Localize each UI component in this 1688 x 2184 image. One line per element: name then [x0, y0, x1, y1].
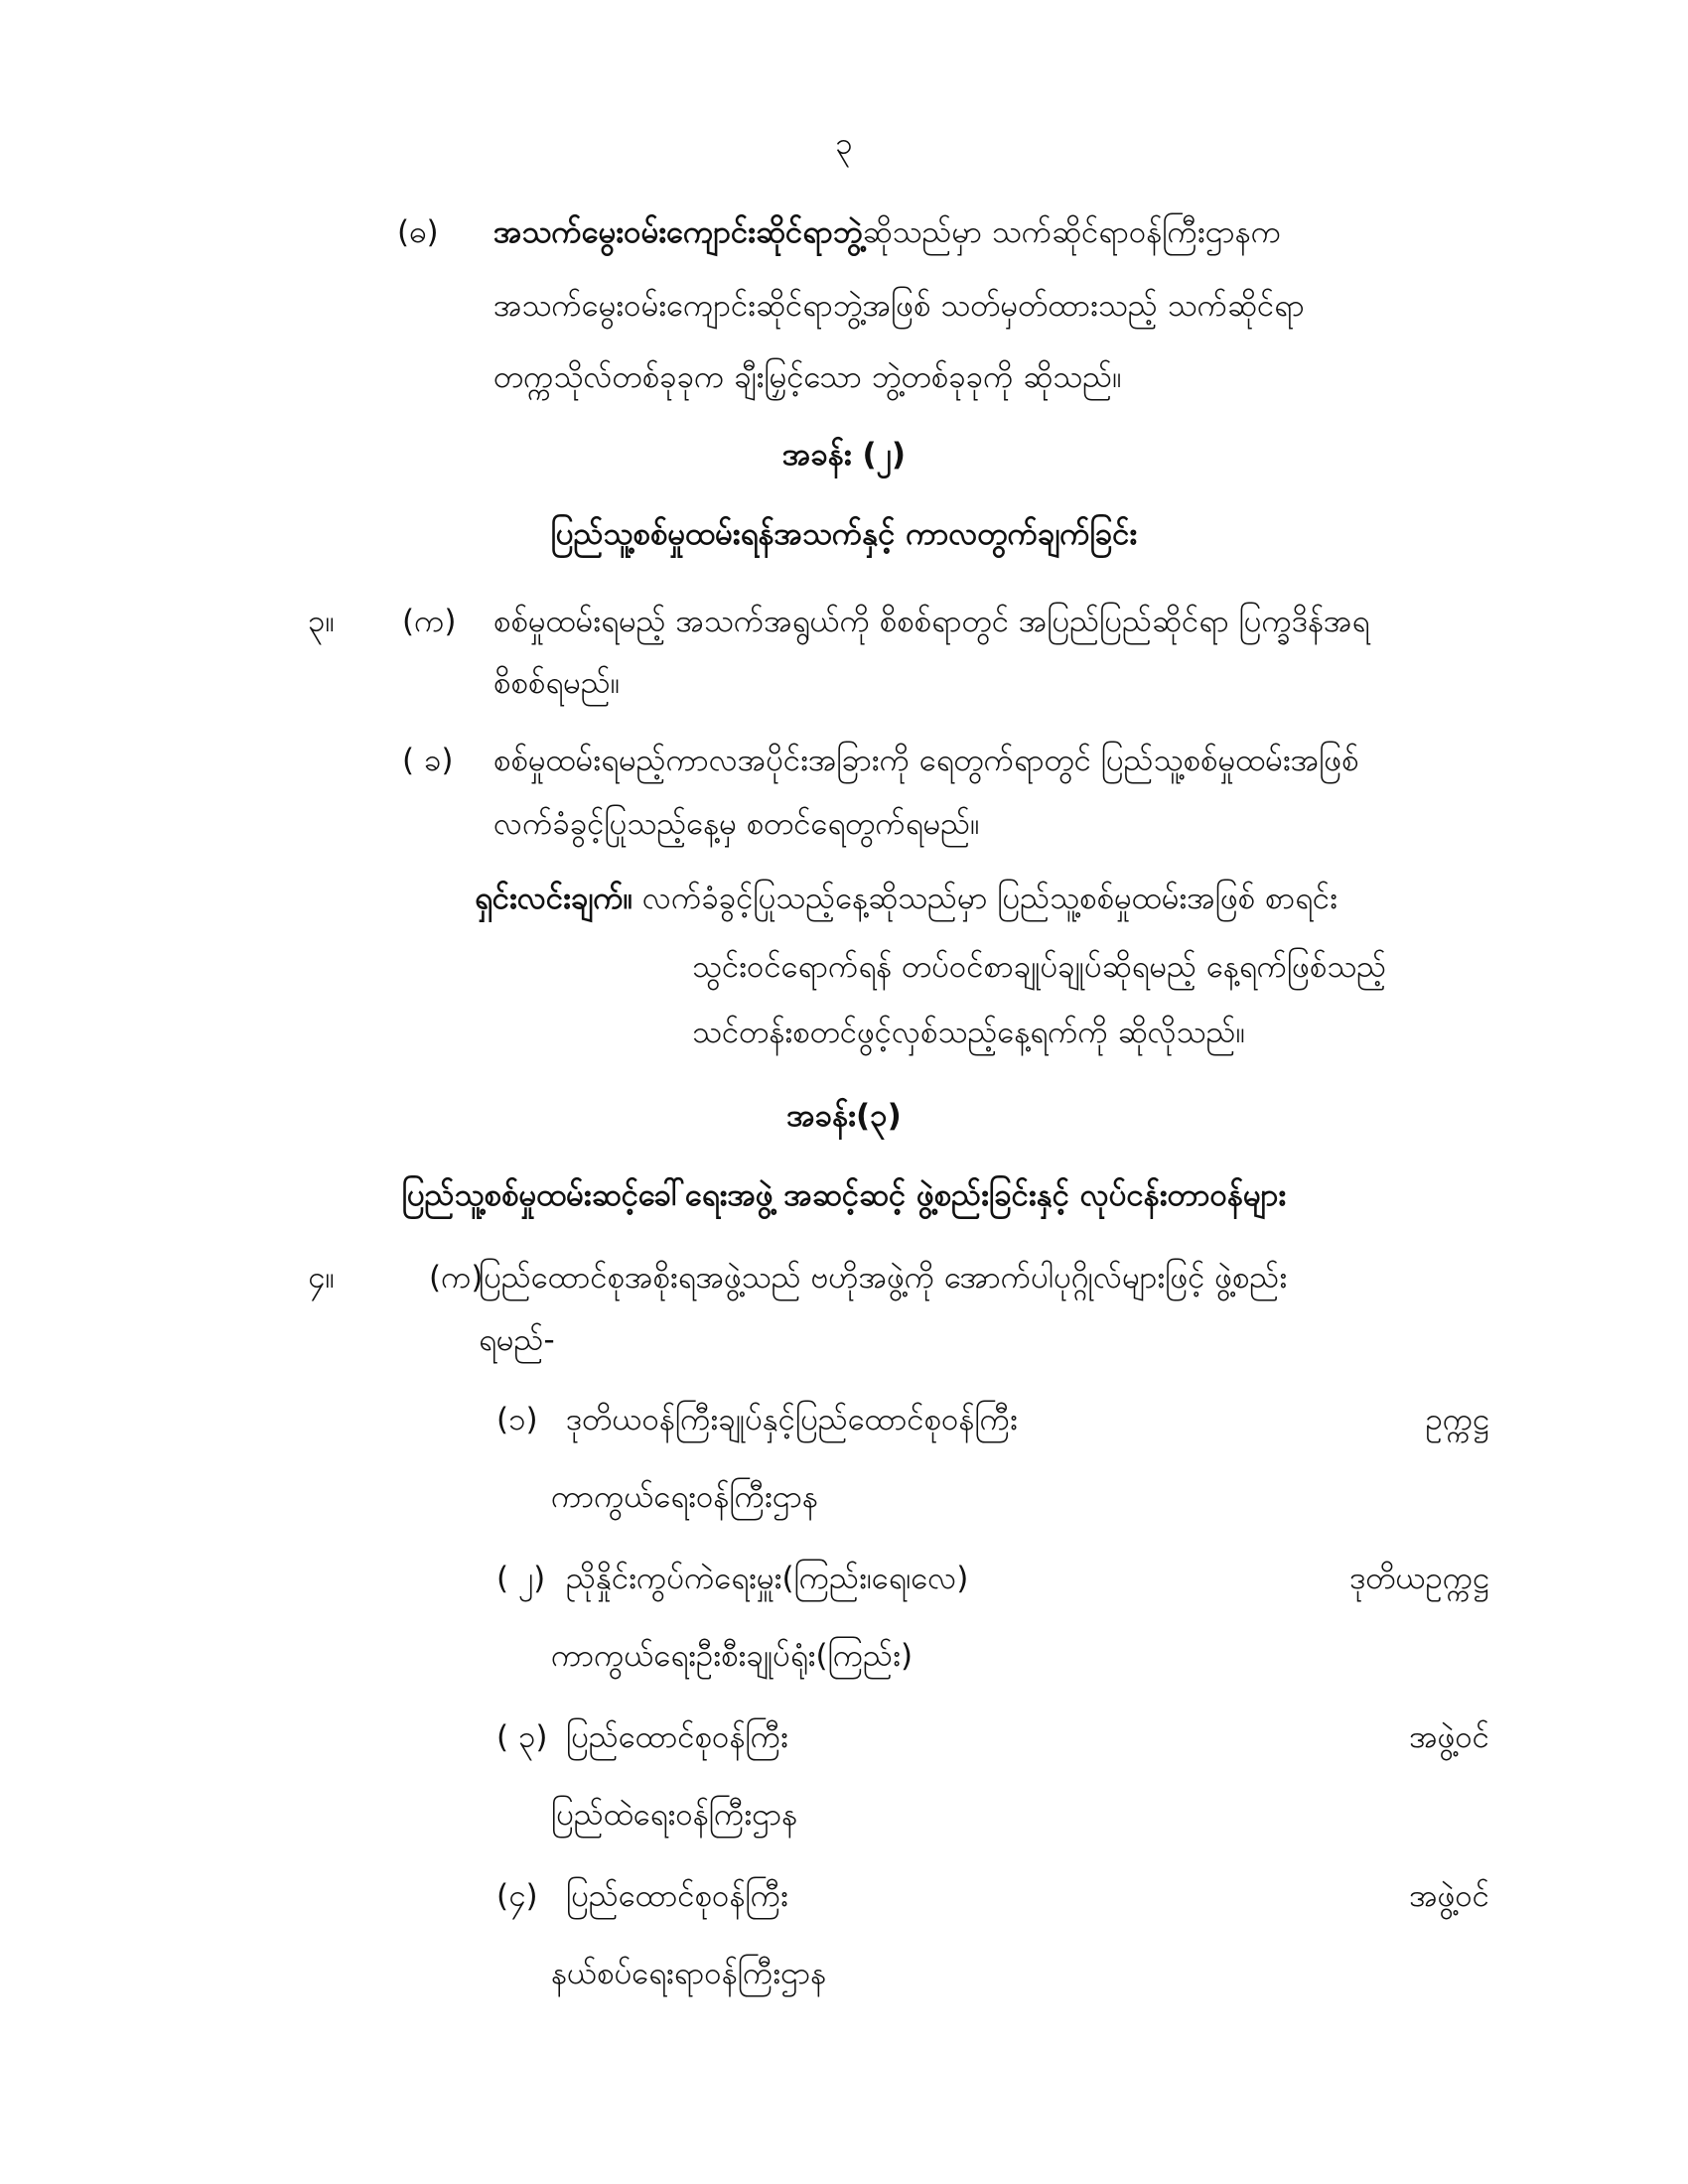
section-3-b-marker: ( ခ): [402, 743, 454, 778]
explanation-line-1: [475, 879, 1337, 918]
definition-line-2: အသက်မွေးဝမ်းကျောင်းဆိုင်ရာဘွဲ့အဖြစ် သတ်မှတ်ထားသည့် သက်ဆိုင်ရာ: [493, 288, 1305, 324]
page-number: ၃: [835, 126, 853, 162]
section-4-a-marker: (က): [429, 1260, 484, 1296]
member-department: ကာကွယ်ရေးဦးစီးချုပ်ရုံး(ကြည်း): [551, 1638, 914, 1674]
section-4-a-line-1: ပြည်ထောင်စုအစိုးရအဖွဲ့သည် ဗဟိုအဖွဲ့ကို အောက်ပါပုဂ္ဂိုလ်များဖြင့် ဖွဲ့စည်း: [479, 1260, 1288, 1296]
member-marker: (၁): [496, 1402, 538, 1437]
definition-line-1-rest: ဆိုသည်မှာ သက်ဆိုင်ရာဝန်ကြီးဌာနက: [862, 214, 1282, 250]
member-role: အဖွဲ့ဝင်: [1409, 1878, 1489, 1914]
explanation-text-1: လက်ခံခွင့်ပြုသည့်နေ့ဆိုသည်မှာ ပြည်သူ့စစ်မှုထမ်းအဖြစ် စာရင်း: [641, 881, 1337, 916]
section-3-number: ၃။: [308, 604, 335, 639]
member-department: နယ်စပ်ရေးရာဝန်ကြီးဌာန: [551, 1956, 827, 1991]
member-title: ဒုတိယဝန်ကြီးချုပ်နှင့်ပြည်ထောင်စုဝန်ကြီး: [566, 1402, 1018, 1437]
definition-marker: (ဓ): [397, 214, 439, 250]
member-department: ပြည်ထဲရေးဝန်ကြီးဌာန: [551, 1797, 798, 1833]
explanation-label: ရှင်းလင်းချက်။: [475, 881, 633, 916]
section-4-a-line-2: ရမည်-: [479, 1322, 555, 1358]
section-3-a-line-2: စိစစ်ရမည်။: [493, 665, 621, 701]
member-title: ပြည်ထောင်စုဝန်ကြီး: [566, 1878, 788, 1914]
member-role: ဥက္ကဋ္ဌ: [1425, 1402, 1489, 1437]
member-marker: ( ၂): [496, 1561, 546, 1596]
section-3-a-marker: (က): [402, 604, 457, 639]
member-title: ပြည်ထောင်စုဝန်ကြီး: [566, 1719, 788, 1755]
member-title: ညိုနှိုင်းကွပ်ကဲရေးမှူး(ကြည်း၊ရေ၊လေ): [566, 1561, 969, 1596]
chapter-3-title: ပြည်သူ့စစ်မှုထမ်းဆင့်ခေါ်ရေးအဖွဲ့ အဆင့်ဆင့် ဖွဲ့စည်းခြင်းနှင့် လုပ်ငန်းတာဝန်များ: [401, 1177, 1287, 1213]
member-marker: ( ၃): [496, 1719, 548, 1755]
section-4-number: ၄။: [308, 1260, 335, 1296]
section-3-b-line-2: လက်ခံခွင့်ပြုသည့်နေ့မှ စတင်ရေတွက်ရမည်။: [493, 806, 980, 842]
definition-line-1: [493, 212, 1281, 252]
chapter-2-title: ပြည်သူ့စစ်မှုထမ်းရန်အသက်နှင့် ကာလတွက်ချက်ခြင်း: [550, 516, 1138, 552]
member-role: ဒုတိယဥက္ကဋ္ဌ: [1349, 1561, 1489, 1596]
member-role: အဖွဲ့ဝင်: [1409, 1719, 1489, 1755]
section-3-a-line-1: စစ်မှုထမ်းရမည့် အသက်အရွယ်ကို စိစစ်ရာတွင် အပြည်ပြည်ဆိုင်ရာ ပြက္ခဒိန်အရ: [493, 604, 1370, 639]
member-department: ကာကွယ်ရေးဝန်ကြီးဌာန: [551, 1479, 818, 1515]
member-marker: (၄): [496, 1878, 538, 1914]
section-3-b-line-1: စစ်မှုထမ်းရမည့်ကာလအပိုင်းအခြားကို ရေတွက်ရာတွင် ပြည်သူ့စစ်မှုထမ်းအဖြစ်: [493, 743, 1359, 778]
explanation-line-3: သင်တန်းစတင်ဖွင့်လှစ်သည့်နေ့ရက်ကို ဆိုလိုသည်။: [692, 1015, 1245, 1050]
definition-term: အသက်မွေးဝမ်းကျောင်းဆိုင်ရာဘွဲ့: [493, 214, 863, 250]
chapter-3-heading: အခန်း(၃): [786, 1098, 902, 1134]
definition-line-3: တက္ကသိုလ်တစ်ခုခုက ချီးမြှင့်သော ဘွဲ့တစ်ခုခုကို ဆိုသည်။: [493, 359, 1122, 395]
chapter-2-heading: အခန်း (၂): [781, 437, 907, 473]
explanation-line-2: သွင်းဝင်ရောက်ရန် တပ်ဝင်စာချုပ်ချုပ်ဆိုရမည့် နေ့ရက်ဖြစ်သည့်: [692, 949, 1387, 985]
